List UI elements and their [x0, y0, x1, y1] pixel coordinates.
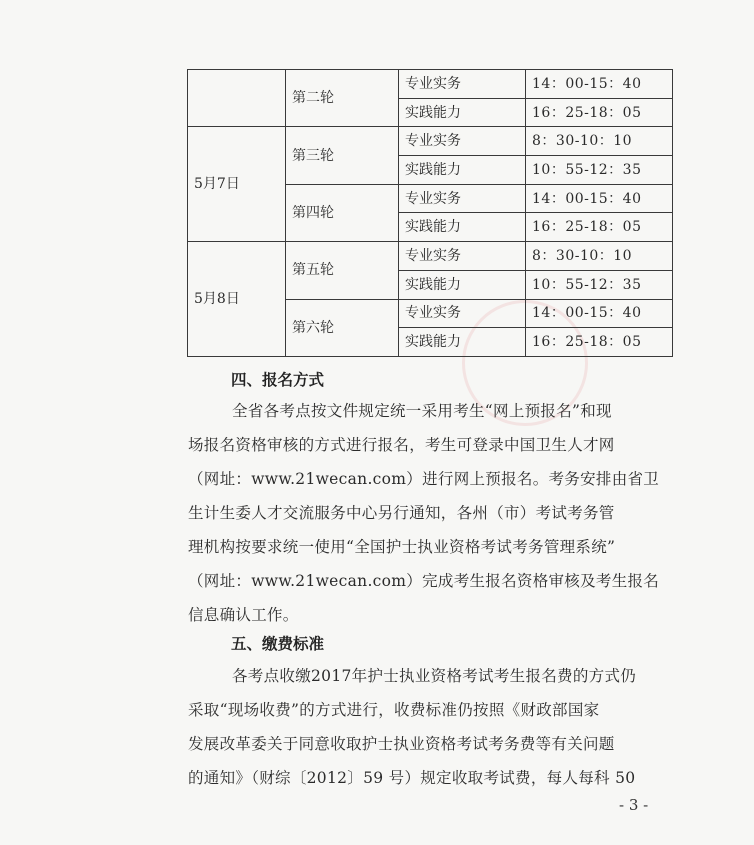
- exam-schedule-table: [187, 69, 673, 357]
- table-row: [188, 70, 673, 99]
- paragraph-line: （网址：www.21wecan.com）完成考生报名资格审核及考生报名: [188, 572, 660, 590]
- subject-cell: 专业实务: [399, 127, 526, 156]
- time-cell: 14：00-15：40: [526, 299, 673, 328]
- subject-cell: 实践能力: [399, 328, 526, 357]
- table-row: [188, 127, 673, 156]
- exam-round-cell: 第二轮: [286, 70, 399, 127]
- paragraph-line: 场报名资格审核的方式进行报名，考生可登录中国卫生人才网: [188, 436, 615, 454]
- time-cell: 10：55-12：35: [526, 156, 673, 185]
- paragraph-line: 各考点收缴2017年护士执业资格考试考生报名费的方式仍: [232, 667, 637, 685]
- subject-cell: 专业实务: [399, 184, 526, 213]
- time-cell: 16：25-18：05: [526, 328, 673, 357]
- exam-date-cell: 5月7日: [188, 127, 286, 242]
- time-cell: 14：00-15：40: [526, 184, 673, 213]
- paragraph-line: 采取“现场收费”的方式进行，收费标准仍按照《财政部国家: [188, 701, 600, 719]
- table-row: [188, 242, 673, 271]
- paragraph-line: 理机构按要求统一使用“全国护士执业资格考试考务管理系统”: [188, 538, 616, 556]
- subject-cell: 实践能力: [399, 98, 526, 127]
- paragraph-line: 信息确认工作。: [188, 606, 299, 624]
- subject-cell: 专业实务: [399, 299, 526, 328]
- subject-cell: 实践能力: [399, 213, 526, 242]
- time-cell: 16：25-18：05: [526, 213, 673, 242]
- time-cell: 8：30-10：10: [526, 127, 673, 156]
- exam-round-cell: 第六轮: [286, 299, 399, 356]
- section-heading-registration: 四、报名方式: [231, 371, 325, 389]
- exam-round-cell: 第三轮: [286, 127, 399, 184]
- paragraph-line: 发展改革委关于同意收取护士执业资格考试考务费等有关问题: [188, 735, 615, 753]
- exam-date-cell: 5月8日: [188, 242, 286, 357]
- time-cell: 14：00-15：40: [526, 70, 673, 99]
- paragraph-line: 的通知》（财综〔2012〕59 号）规定收取考试费，每人每科 50: [188, 769, 636, 787]
- paragraph-line: （网址：www.21wecan.com）进行网上预报名。考务安排由省卫: [188, 470, 660, 488]
- exam-round-cell: 第五轮: [286, 242, 399, 299]
- time-cell: 10：55-12：35: [526, 270, 673, 299]
- paragraph-line: 全省各考点按文件规定统一采用考生“网上预报名”和现: [232, 402, 612, 420]
- time-cell: 16：25-18：05: [526, 98, 673, 127]
- subject-cell: 专业实务: [399, 70, 526, 99]
- subject-cell: 实践能力: [399, 270, 526, 299]
- exam-date-cell: [188, 70, 286, 127]
- exam-round-cell: 第四轮: [286, 184, 399, 241]
- paragraph-line: 生计生委人才交流服务中心另行通知，各州（市）考试考务管: [188, 504, 615, 522]
- page-number: - 3 -: [619, 796, 649, 814]
- section-heading-fees: 五、缴费标准: [231, 635, 325, 653]
- subject-cell: 专业实务: [399, 242, 526, 271]
- subject-cell: 实践能力: [399, 156, 526, 185]
- time-cell: 8：30-10：10: [526, 242, 673, 271]
